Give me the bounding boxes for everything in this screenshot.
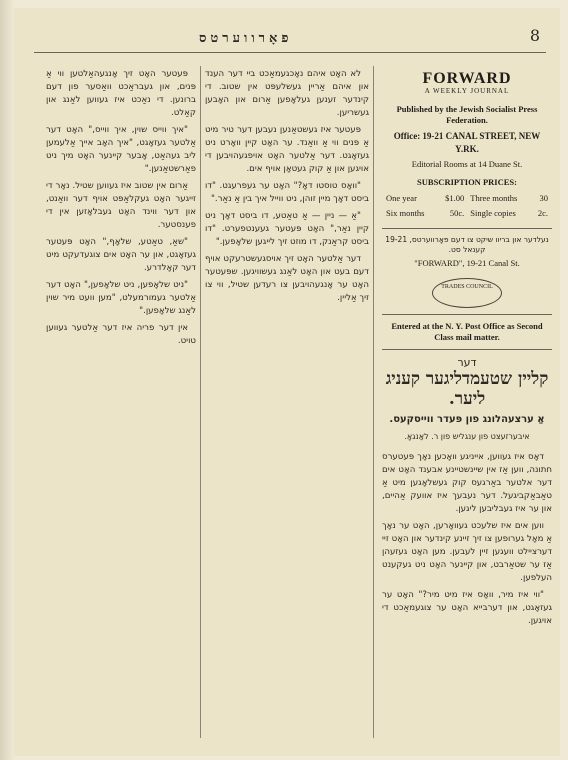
union-label-seal: TRADES COUNCIL [432,278,502,308]
address-line: "FORWARD", 19-21 Canal St. [414,258,520,268]
column-middle [205,68,369,740]
divider [382,349,552,350]
entered-notice: Entered at the N. Y. Post Office as Second Class mail matter. [391,321,543,342]
paragraph: "ניט שלאָפען, ניט שלאָפען," האָט דער אַלטער געמורמעלט, "מען וועט מיר שוין לאַנג שלאָפען." [46,280,196,316]
price-row [384,207,550,220]
price-value: 50c. [449,208,465,218]
page-header [34,24,546,53]
price-row [384,192,550,205]
column-left [46,68,196,740]
paragraph: "וואָס טוסטו דאָ?" האָט ער געפרעגט. "דו ביסט דאָך מיין זוהן, ניט ווייל איך בין אַ נאַר." [205,181,369,204]
paragraph: "שאַ, טאַטע, שלאָף," האָט פּעטער געזאָגט, און ער האָט אים צוגעדעקט מיט דער קאָלדרע. [46,237,196,273]
paragraph: דאָס איז געווען, אייניגע וואָכען נאָך פּעטערס חתונה, ווען אַז אין שיינשטיינע אבענד האָט אים דער אלטער באַרגעס קוק געשלאָגען מיט אַ טאַבאַקביגעל. דער נעבעך איז אוועק אַהיים, און ער איז געבליבען ליגען. [382,452,552,514]
price-label: Six months [386,208,425,218]
editorial-line: Editorial Rooms at 14 Duane St. [411,159,523,169]
subscription-heading: SUBSCRIPTION PRICES: [417,177,517,187]
divider [382,228,552,229]
paragraph: לא האָט איהם נאָכגעמאַכט ביי דער הענד און איהם אַריין געשלעפּט אין שטוב. די קינדער זענען געלאָפען אַרום און האָבען געשריען. [205,69,369,118]
price-value: 2c. [537,208,548,218]
page-number: 8 [529,26,540,45]
newspaper-page [14,8,560,756]
column-rule [200,66,201,738]
paragraph: דער אַלטער האָט זיך אויסגעשטרעקט אויף דעם בעט און האָט לאַנג געשוויגען. שפּעטער האָט ער אָנגעהויבען צו רעדען שטיל, ווי צו זיך אַליין. [205,254,369,303]
paragraph: אין דער פריה איז דער אַלטער געווען טויט. [46,323,196,346]
paragraph: "ווי איז מיר, וואָס איז מיט מיר?" האָט ער געזאָגט, און דערבייא האָט ער צוגעמאַכט די אויגען. [382,590,552,626]
masthead [382,72,552,350]
article-body-right [382,451,552,628]
article-subtitle: אַ ערצעהלונג פון פּעדר ווייסקעס. [389,414,545,425]
price-table [382,190,552,222]
column-right [382,68,552,740]
price-label: Three months [470,193,518,203]
paragraph: "אַ — ניין — אַ טאַטע, דו ביסט דאָך ניט קיין נאַר," האָט פּעטער געענטפערט. "דו ביסט קראַנק, דו מוזט זיך לייגען שלאָפען." [205,211,369,247]
page-shadow [0,0,14,760]
article-title: קליין שטעמדליגער קעניג ליער. [385,369,549,409]
price-label: One year [386,193,417,203]
price-label: Single copies [470,208,516,218]
paragraph: ווען אים איז שלעכט געוואָרען, האָט ער נאָך אַ מאָל גערופען צו זיך זיינע קינדער און האָט זיי דערציילט וועגען זיין לעבען. מען האָט געזעהן אַז ער שטאַרבט, און קיינער האָט ניט געקענט העלפען. [382,521,552,583]
paragraph: פּעטער איז געשטאַנען נעבען דער טיר מיט אַ פּנים ווי אַ וואַנד. ער האָט קיין וואָרט ניט געזאָגט. דער אַלטער האָט אויפגעהויבען די אויגען און אַ קוק געטאָן אויף אים. [205,125,369,174]
divider [382,314,552,315]
publisher-line: Published by the Jewish Socialist Press Federation. [396,104,538,125]
masthead-subtitle: A WEEKLY JOURNAL [424,87,510,95]
masthead-title: FORWARD [422,70,512,87]
price-value: $1.00 [445,193,465,203]
price-value: 30 [539,193,548,203]
paragraph: פּעטער האָט זיך אָנגעהאַלטען ווי אַ פּנים, און געבראַכט וואַסער פון דעם ברונען. די נאַכט איז געווען לאַנג און קאַלט. [46,69,196,118]
paragraph: אַרום אין שטוב איז געווען שטיל. נאָר די זייגער האָט געקלאַפּט אויף דער וואַנט, און דער ווינד האָט געבלאָזען אין די פענסטער. [46,181,196,230]
column-rule [373,66,374,738]
paragraph: "איך ווייס שוין, איך ווייס," האָט דער אַלטער געזאָגט, "איך האָב אייך אַלעמען ליב געהאַט, אָבער קיינער האָט מיך ניט פאַרשטאַנען." [46,125,196,174]
yiddish-address: נעלדער און בריוו שיקט צו דעם פאָרווערטס, 19-21 קענאל סט. [385,235,549,254]
running-title: פאָרווערטס [199,31,293,46]
article-kicker: דער [457,356,477,369]
office-line: Office: 19-21 CANAL STREET, NEW Y.RK. [393,131,541,154]
article-credit: איבערזעצט פון ענגליש פון ר. לאַנגאָ. [404,432,530,441]
